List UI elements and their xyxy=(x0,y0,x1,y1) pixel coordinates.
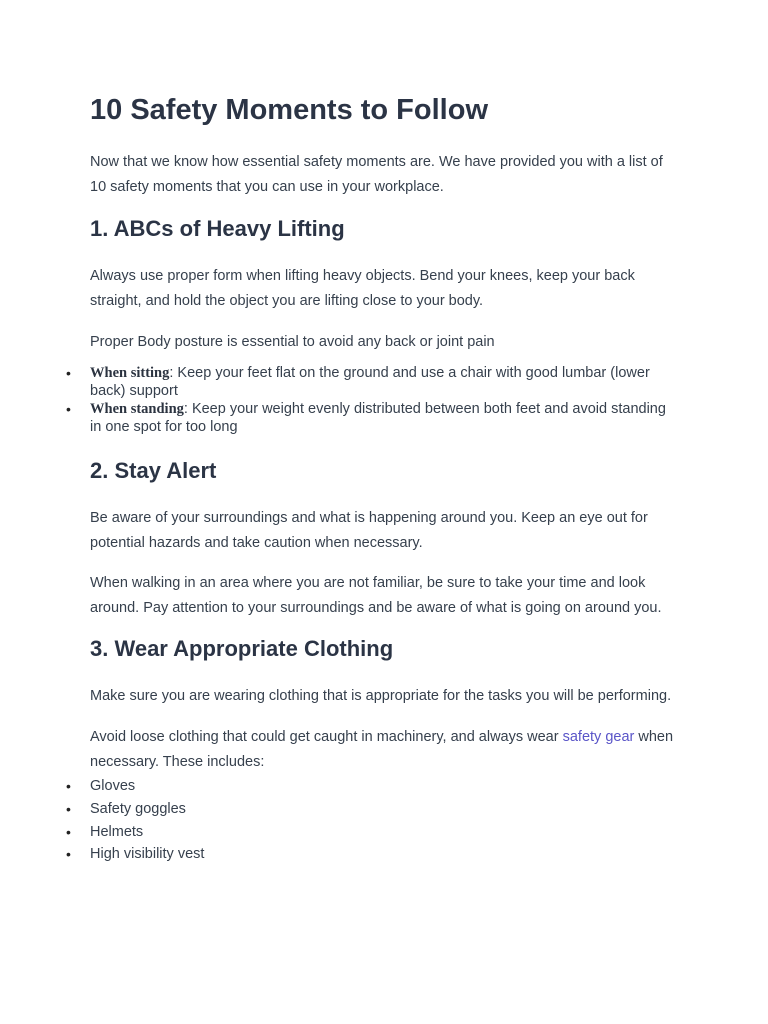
list-item: • Gloves xyxy=(90,775,680,798)
safety-gear-link[interactable]: safety gear xyxy=(562,729,635,745)
stay-alert-paragraph-2: When walking in an area where you are not familiar, be sure to take your time and look around. Pay attention to your surroundings and be aware of what is going on around you. xyxy=(90,575,662,616)
safety-gear-list xyxy=(90,775,680,866)
article-content xyxy=(90,92,680,866)
clothing-text-after: when necessary. These includes: xyxy=(90,729,674,770)
section-heading-stay-alert: 2. Stay Alert xyxy=(90,458,217,483)
list-item: • High visibility vest xyxy=(90,843,680,866)
intro-paragraph: Now that we know how essential safety moments are. We have provided you with a list of 10 safety moments that you can use in your workplace. xyxy=(90,154,663,195)
list-item: • Helmets xyxy=(90,821,680,844)
bullet-term: When standing xyxy=(90,401,184,417)
stay-alert-paragraph-1: Be aware of your surroundings and what is happening around you. Keep an eye out for potential hazards and take caution when necessary. xyxy=(90,510,648,551)
heavy-lifting-paragraph: Always use proper form when lifting heavy objects. Bend your knees, keep your back straight, and hold the object you are lifting close to your body. xyxy=(90,268,635,309)
clothing-paragraph-1: Make sure you are wearing clothing that is appropriate for the tasks you will be performing. xyxy=(90,688,672,704)
list-item xyxy=(90,364,680,400)
list-item xyxy=(90,400,680,436)
bullet-text: : Keep your feet flat on the ground and use a chair with good lumbar (lower back) support xyxy=(90,365,650,399)
clothing-paragraph-2 xyxy=(90,725,680,775)
clothing-text-before: Avoid loose clothing that could get caught in machinery, and always wear xyxy=(90,729,563,745)
section-heading-heavy-lifting: 1. ABCs of Heavy Lifting xyxy=(90,216,345,241)
page-title: 10 Safety Moments to Follow xyxy=(90,94,488,126)
bullet-term: When sitting xyxy=(90,365,170,381)
posture-paragraph: Proper Body posture is essential to avoid any back or joint pain xyxy=(90,334,495,350)
list-item: • Safety goggles xyxy=(90,798,680,821)
posture-bullet-list xyxy=(90,364,680,436)
bullet-text: : Keep your weight evenly distributed between both feet and avoid standing in one spot for too long xyxy=(90,401,666,435)
section-heading-clothing: 3. Wear Appropriate Clothing xyxy=(90,636,394,661)
